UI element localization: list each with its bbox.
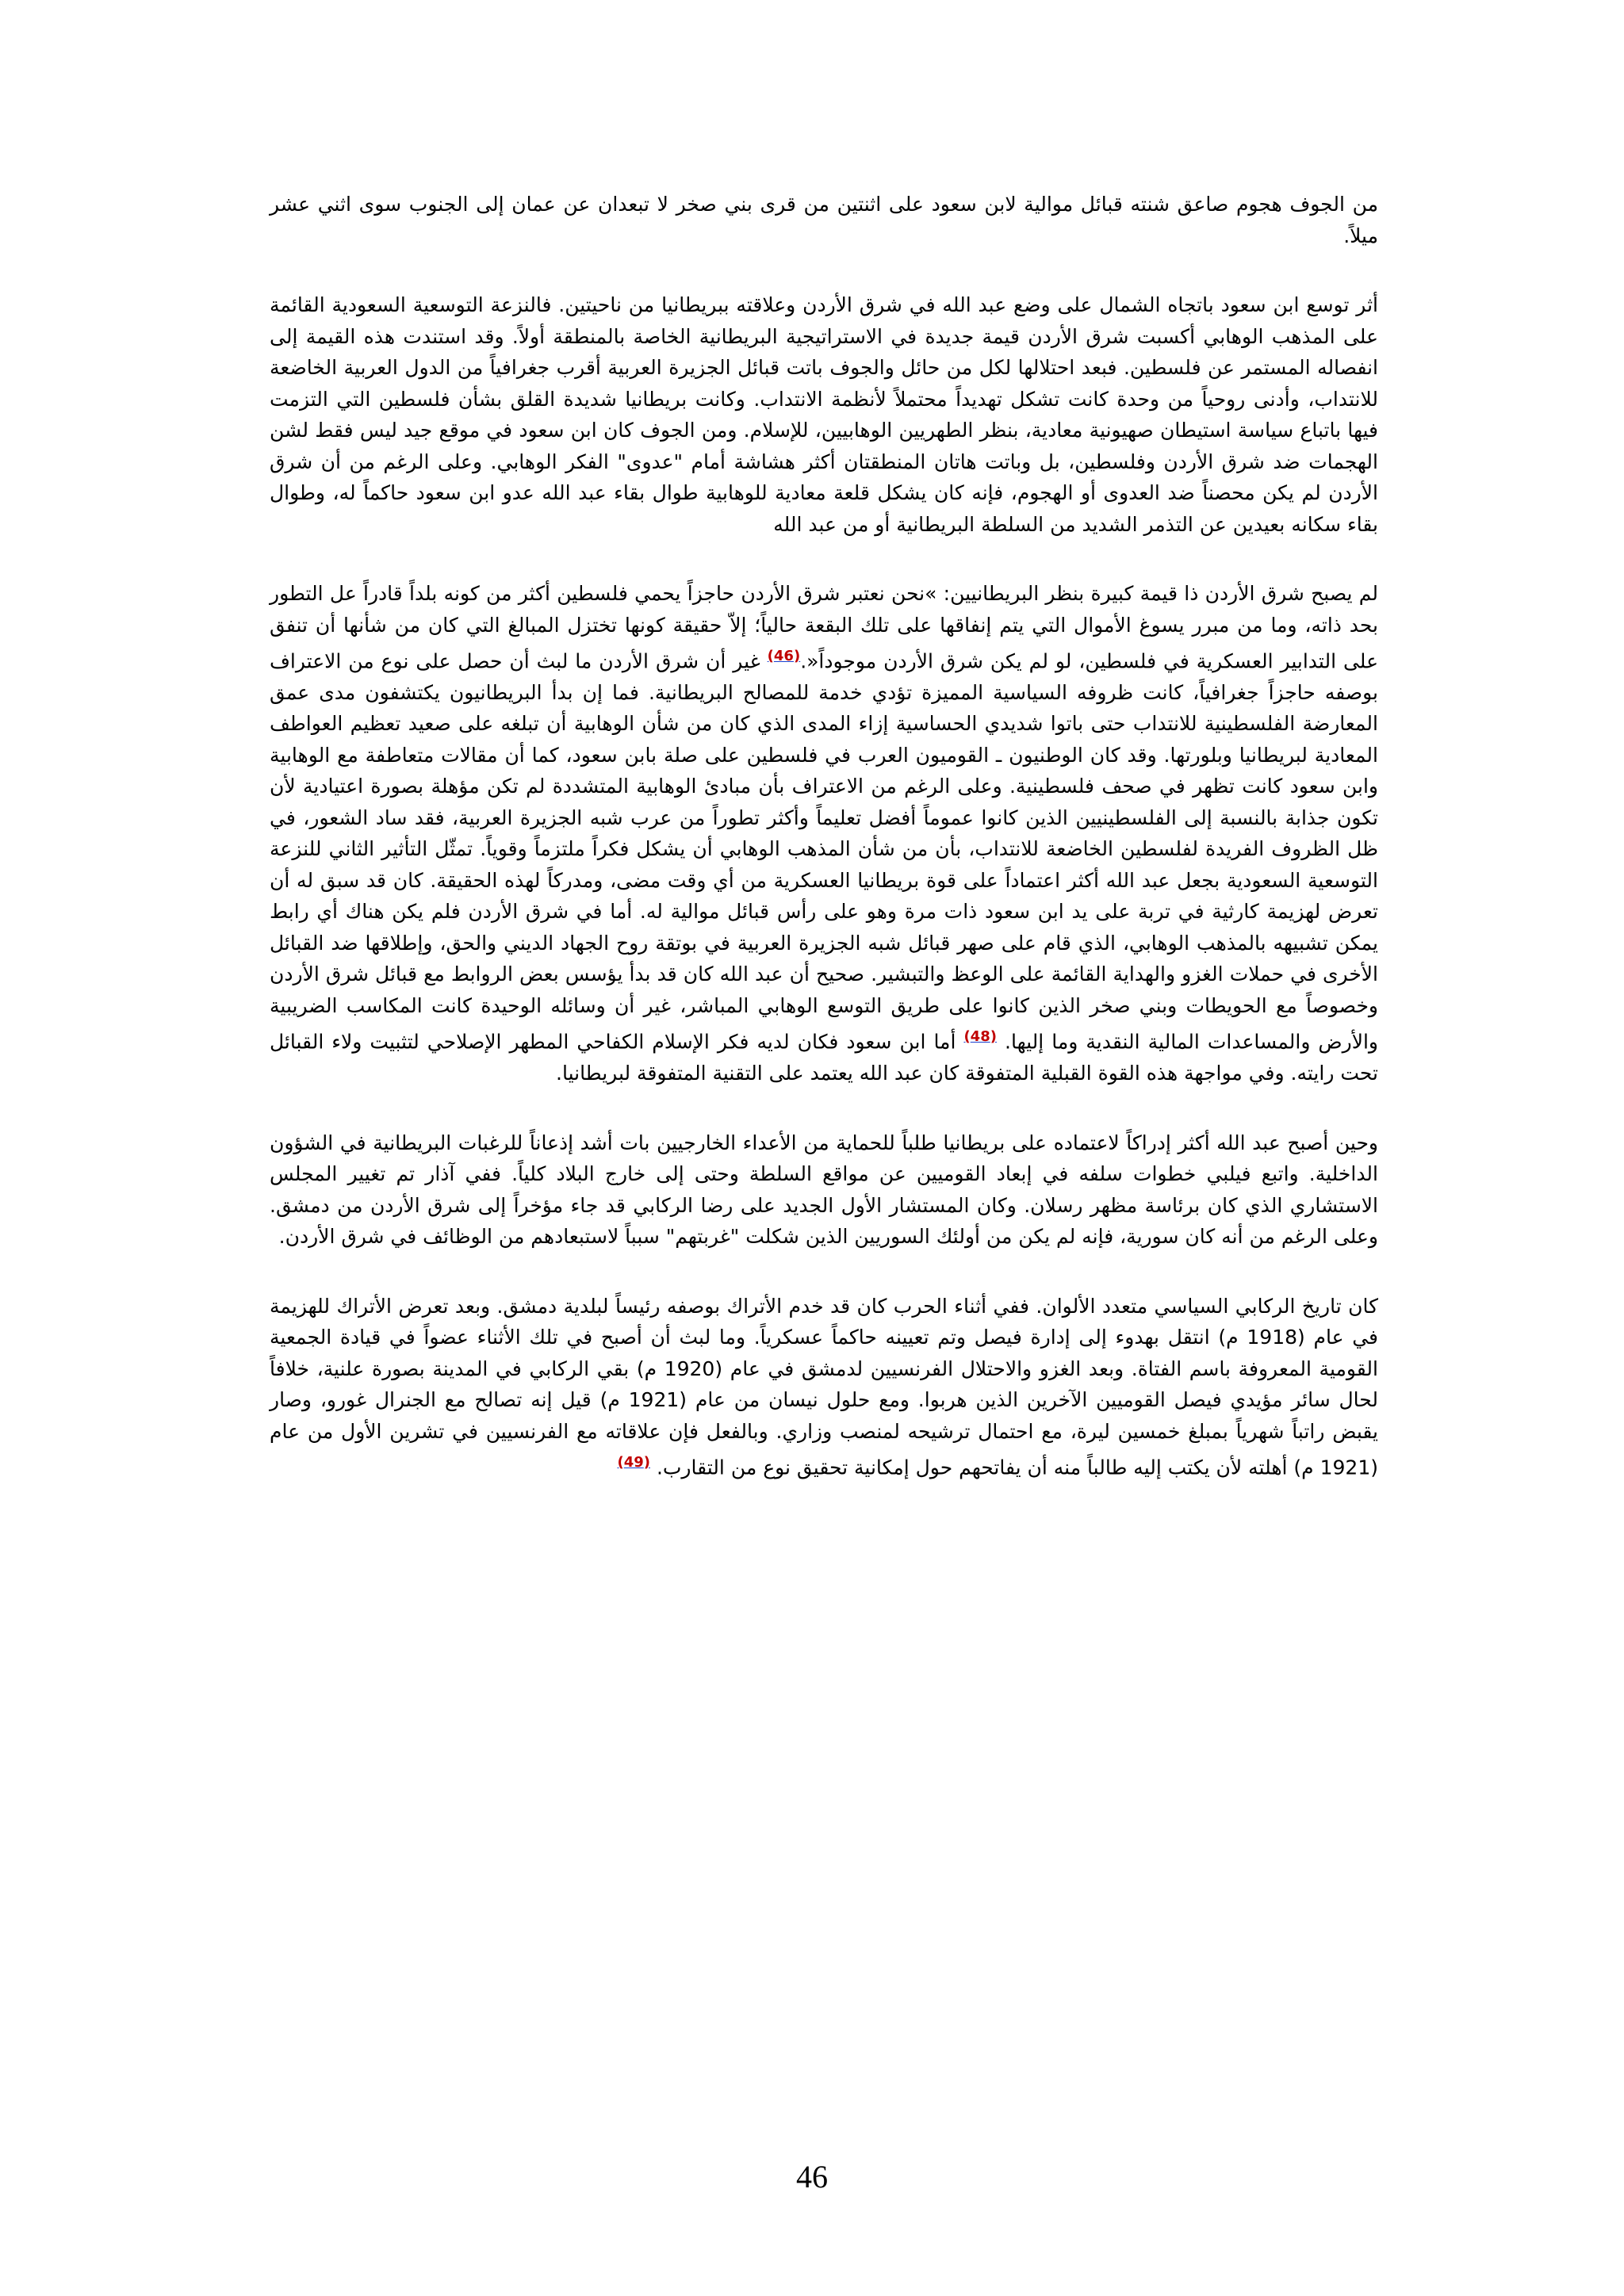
paragraph bbox=[270, 578, 1378, 1089]
paragraph-text: أما ابن سعود فكان لديه فكر الإسلام الكفاحي المطهر الإصلاحي لتثبيت ولاء القبائل تحت رايته. وفي مواجهة هذه القوة القبلية المتفوقة كان عبد الله يعتمد على التقنية المتفوقة لبريطانيا. bbox=[270, 1030, 1378, 1085]
footnote-link[interactable]: (48) bbox=[963, 1028, 997, 1046]
paragraph-text: وحين أصبح عبد الله أكثر إدراكاً لاعتماده على بريطانيا طلباً للحماية من الأعداء الخارجيين بات أشد إذعاناً للرغبات البريطانية في الشؤون الداخلية. واتبع فيلبي خطوات سلفه في إبعاد القوميين عن مواقع السلطة وحتى إلى خارج البلاد كلياً. ففي آذار تم تغيير المجلس الاستشاري الذي كان برئاسة مظهر رسلان. وكان المستشار الأول الجديد على رضا الركابي قد جاء مؤخراً إلى شرق الأردن من دمشق. وعلى الرغم من أنه كان سورية، فإنه لم يكن من أولئك السوريين الذين شكلت "غربتهم" سبباً لاستبعادهم من الوظائف في شرق الأردن. bbox=[270, 1131, 1378, 1249]
footnote-link[interactable]: (49) bbox=[617, 1454, 650, 1471]
page-number: 46 bbox=[796, 2159, 828, 2195]
paragraph-text: غير أن شرق الأردن ما لبث أن حصل على نوع من الاعتراف بوصفه حاجزاً جغرافياً، كانت ظروفه السياسية المميزة تؤدي خدمة للمصالح البريطانية. فما إن بدأ البريطانيون يكتشفون مدى عمق المعارضة الفلسطينية للانتداب حتى باتوا شديدي الحساسية إزاء المدى الذي كان من شأن الوهابية أن تبلغه على صعيد تعظيم العواطف المعادية لبريطانيا وبلورتها. وقد كان الوطنيون ـ القوميون العرب في فلسطين على صلة بابن سعود، كما أن مقالات متعاطفة مع الوهابية وابن سعود كانت تظهر في صحف فلسطينية. وعلى الرغم من الاعتراف بأن مبادئ الوهابية المتشددة لم تكن مؤهلة بصورة اعتيادية لأن تكون جذابة بالنسبة إلى الفلسطينيين الذين كانوا عموماً أفضل تعليماً وأكثر تطوراً من عرب شبه الجزيرة العربية، فقد ساد الشعور، في ظل الظروف الفريدة لفلسطين الخاضعة للانتداب، بأن من شأن المذهب الوهابي أن يشكل فكراً ملتزماً وقوياً. تمثّل التأثير الثاني للنزعة التوسعية السعودية بجعل عبد الله أكثر اعتماداً على قوة بريطانيا العسكرية من أي وقت مضى، ومدركاً لهذه الحقيقة. كان قد سبق له أن تعرض لهزيمة كارثية في تربة على يد ابن سعود ذات مرة وهو على رأس قبائل موالية له. أما في شرق الأردن فلم يكن هناك أي رابط يمكن تشبيهه بالمذهب الوهابي، الذي قام على صهر قبائل شبه الجزيرة العربية في بوتقة روح الجهاد الديني والحق، وإطلاقها ضد القبائل الأخرى في حملات الغزو والهداية القائمة على الوعظ والتبشير. صحيح أن عبد الله كان قد بدأ يؤسس بعض الروابط مع قبائل شرق الأردن وخصوصاً مع الحويطات وبني صخر الذين كانوا على طريق التوسع الوهابي المباشر، غير أن وسائله الوحيدة كانت المكاسب الضريبية والأرض والمساعدات المالية النقدية وما إليها. bbox=[270, 649, 1378, 1054]
document-body bbox=[270, 189, 1378, 1483]
footnote-link[interactable]: (46) bbox=[767, 648, 801, 664]
paragraph-text: لم يصبح شرق الأردن ذا قيمة كبيرة بنظر البريطانيين: »نحن نعتبر شرق الأردن حاجزاً يحمي فلسطين أكثر من كونه بلداً قادراً عل التطور بحد ذاته، وما من مبرر يسوغ الأموال التي يتم إنفاقها على تلك البقعة حالياً؛ إلاّ حقيقة كونها تختزل المبالغ التي كان من شأنها أن تنفق على التدابير العسكرية في فلسطين، لو لم يكن شرق الأردن موجوداً«. bbox=[270, 582, 1379, 673]
paragraph bbox=[270, 1291, 1378, 1483]
paragraph-text: من الجوف هجوم صاعق شنته قبائل موالية لابن سعود على اثنتين من قرى بني صخر لا تبعدان عن عمان إلى الجنوب سوى اثني عشر ميلاً. bbox=[270, 193, 1378, 247]
paragraph bbox=[270, 1127, 1378, 1253]
paragraph bbox=[270, 289, 1378, 540]
paragraph-text: كان تاريخ الركابي السياسي متعدد الألوان. ففي أثناء الحرب كان قد خدم الأتراك بوصفه رئيساً لبلدية دمشق. وبعد تعرض الأتراك للهزيمة في عام (1918 م) انتقل بهدوء إلى إدارة فيصل وتم تعيينه حاكماً عسكرياً. وما لبث أن أصبح في تلك الأثناء عضواً في قيادة الجمعية القومية المعروفة باسم الفتاة. وبعد الغزو والاحتلال الفرنسيين لدمشق في عام (1920 م) بقي الركابي في المدينة بصورة علنية، خلافاً لحال سائر مؤيدي فيصل القوميين الآخرين الذين هربوا. ومع حلول نيسان من عام (1921 م) قيل إنه تصالح مع الجنرال غورو، وصار يقبض راتباً شهرياً بمبلغ خمسين ليرة، مع احتمال ترشيحه لمنصب وزاري. وبالفعل فإن علاقاته مع الفرنسيين في تشرين الأول من عام (1921 م) أهلته لأن يكتب إليه طالباً منه أن يفاتحهم حول إمكانية تحقيق نوع من التقارب. bbox=[270, 1294, 1379, 1479]
paragraph-text: أثر توسع ابن سعود باتجاه الشمال على وضع عبد الله في شرق الأردن وعلاقته ببريطانيا من ناحيتين. فالنزعة التوسعية السعودية القائمة على المذهب الوهابي أكسبت شرق الأردن قيمة جديدة في الاستراتيجية البريطانية الخاصة بالمنطقة أولاً. وقد استندت هذه القيمة إلى انفصاله المستمر عن فلسطين. فبعد احتلالها لكل من حائل والجوف باتت قبائل الجزيرة العربية أقرب جغرافياً من الدول العربية الخاضعة للانتداب، وأدنى روحياً من وحدة كانت تشكل تهديداً محتملاً لأنظمة الانتداب. وكانت بريطانيا شديدة القلق بشأن فلسطين التي التزمت فيها باتباع سياسة استيطان صهيونية معادية، بنظر الطهريين الوهابيين، للإسلام. ومن الجوف كان ابن سعود في موقع جيد ليس فقط لشن الهجمات ضد شرق الأردن وفلسطين، بل وباتت هاتان المنطقتان أكثر هشاشة أمام "عدوى" الفكر الوهابي. وعلى الرغم من أن شرق الأردن لم يكن محصناً ضد العدوى أو الهجوم، فإنه كان يشكل قلعة معادية للوهابية طوال بقاء عبد الله عدو ابن سعود حاكماً له، وطوال بقاء سكانه بعيدين عن التذمر الشديد من السلطة البريطانية أو من عبد الله bbox=[270, 293, 1378, 536]
paragraph bbox=[270, 189, 1378, 251]
